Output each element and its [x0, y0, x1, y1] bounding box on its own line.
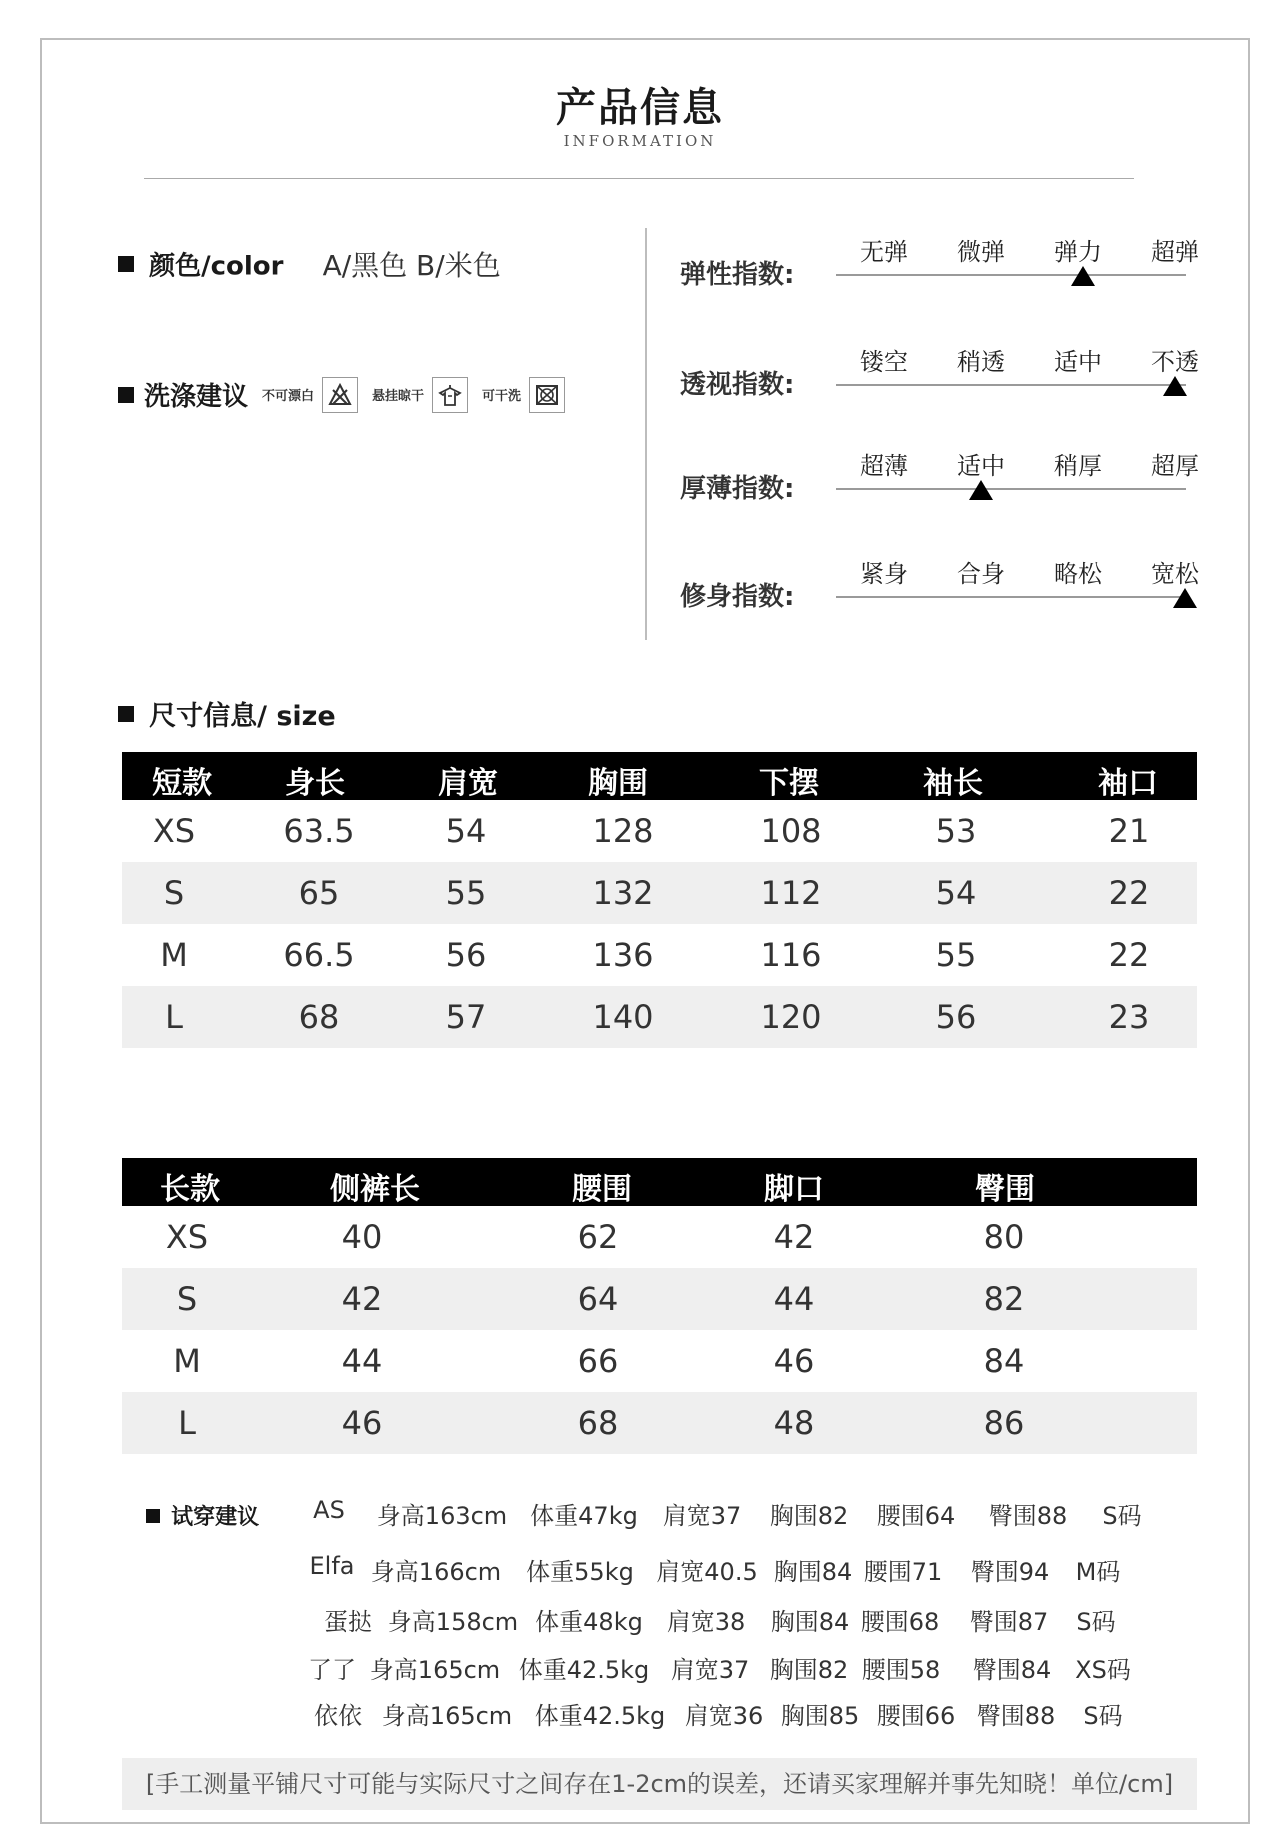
- long-size-table: [122, 1158, 1197, 1454]
- index-option: 适中: [1054, 348, 1102, 376]
- try-on-row: 蛋挞 身高158cm 体重48kg 肩宽38 胸围84 腰围68 臀围87 S码: [324, 1608, 1116, 1636]
- try-on-row: 了了 身高165cm 体重42.5kg 肩宽37 胸围82 腰围58 臀围84 XS码: [308, 1656, 1131, 1684]
- index-option: 适中: [957, 452, 1005, 480]
- color-value: A/黑色 B/米色: [322, 249, 501, 282]
- bullet-square-icon: [118, 706, 134, 722]
- index-option: 弹力: [1054, 238, 1102, 266]
- size-heading: 尺寸信息/ size: [118, 694, 336, 733]
- table-row: XS 63.5 54 128 108 53 21: [152, 812, 1150, 850]
- wash-label: 洗涤建议: [144, 382, 249, 412]
- table-row: M 44 66 46 84: [173, 1342, 1025, 1380]
- wash-row: [118, 376, 565, 413]
- page-subtitle: INFORMATION: [563, 132, 717, 150]
- try-on-heading: 试穿建议: [146, 1500, 259, 1531]
- index-option: 超弹: [1151, 238, 1199, 266]
- bullet-square-icon: [118, 387, 134, 403]
- index-marker-icon: [1071, 266, 1095, 286]
- index-option: 超薄: [860, 452, 908, 480]
- measurement-note: [手工测量平铺尺寸可能与实际尺寸之间存在1-2cm的误差，还请买家理解并事先知晓！单位/cm]: [122, 1758, 1197, 1810]
- index-option: 无弹: [860, 238, 908, 266]
- index-option: 宽松: [1151, 560, 1199, 588]
- transparency-index: 透视指数: 镂空 稍透 适中 不透: [680, 342, 1200, 422]
- index-marker-icon: [1173, 588, 1197, 608]
- index-option: 合身: [957, 560, 1005, 588]
- bullet-square-icon: [118, 256, 134, 272]
- index-option: 略松: [1054, 560, 1102, 588]
- hang-dry-icon: [432, 377, 468, 413]
- wash-item-no-bleach: 不可漂白: [262, 377, 358, 413]
- index-option: 超厚: [1151, 452, 1199, 480]
- color-row: [118, 244, 501, 284]
- wash-item-dry-clean: 可干洗: [482, 377, 565, 413]
- index-marker-icon: [1163, 376, 1187, 396]
- index-option: 不透: [1151, 348, 1199, 376]
- color-label: 颜色/color: [149, 251, 284, 282]
- try-on-section: [146, 1496, 1206, 1736]
- table-row: S 65 55 132 112 54 22: [122, 862, 1197, 924]
- index-option: 镂空: [860, 348, 908, 376]
- short-size-table: [122, 752, 1197, 1048]
- title-divider: [144, 178, 1134, 179]
- try-on-row: AS 身高163cm 体重47kg 肩宽37 胸围82 腰围64 臀围88 S码: [313, 1496, 1142, 1530]
- table-row: L 68 57 140 120 56 23: [122, 986, 1197, 1048]
- table-row: L 46 68 48 86: [122, 1392, 1197, 1454]
- table-row: S 42 64 44 82: [122, 1268, 1197, 1330]
- try-on-row: Elfa 身高166cm 体重55kg 肩宽40.5 胸围84 腰围71 臀围94 M码: [309, 1552, 1121, 1586]
- try-on-row: 依依 身高165cm 体重42.5kg 肩宽36 胸围85 腰围66 臀围88 S码: [314, 1702, 1123, 1730]
- dry-clean-icon: [529, 377, 565, 413]
- elasticity-index: 弹性指数: 无弹 微弹 弹力 超弹: [680, 232, 1200, 312]
- index-option: 微弹: [957, 238, 1005, 266]
- section-divider: [645, 228, 647, 640]
- thickness-index: 厚薄指数: 超薄 适中 稍厚 超厚: [680, 446, 1200, 526]
- table-header: 短款 身长 肩宽 胸围 下摆 袖长 袖口: [122, 752, 1197, 800]
- no-bleach-icon: [322, 377, 358, 413]
- fit-index: 修身指数: 紧身 合身 略松 宽松: [680, 554, 1200, 634]
- page-title: 产品信息: [556, 85, 724, 131]
- wash-item-hang-dry: 悬挂晾干: [372, 377, 468, 413]
- index-scale-line: [836, 596, 1186, 598]
- index-option: 稍透: [957, 348, 1005, 376]
- table-row: XS 40 62 42 80: [165, 1218, 1025, 1256]
- index-option: 稍厚: [1054, 452, 1102, 480]
- index-scale-line: [836, 384, 1186, 386]
- index-option: 紧身: [860, 560, 908, 588]
- index-marker-icon: [969, 480, 993, 500]
- index-scale-line: [836, 488, 1186, 490]
- table-header: 长款 侧裤长 腰围 脚口 臀围: [122, 1158, 1197, 1206]
- index-scale-line: [836, 274, 1186, 276]
- table-row: M 66.5 56 136 116 55 22: [160, 936, 1150, 974]
